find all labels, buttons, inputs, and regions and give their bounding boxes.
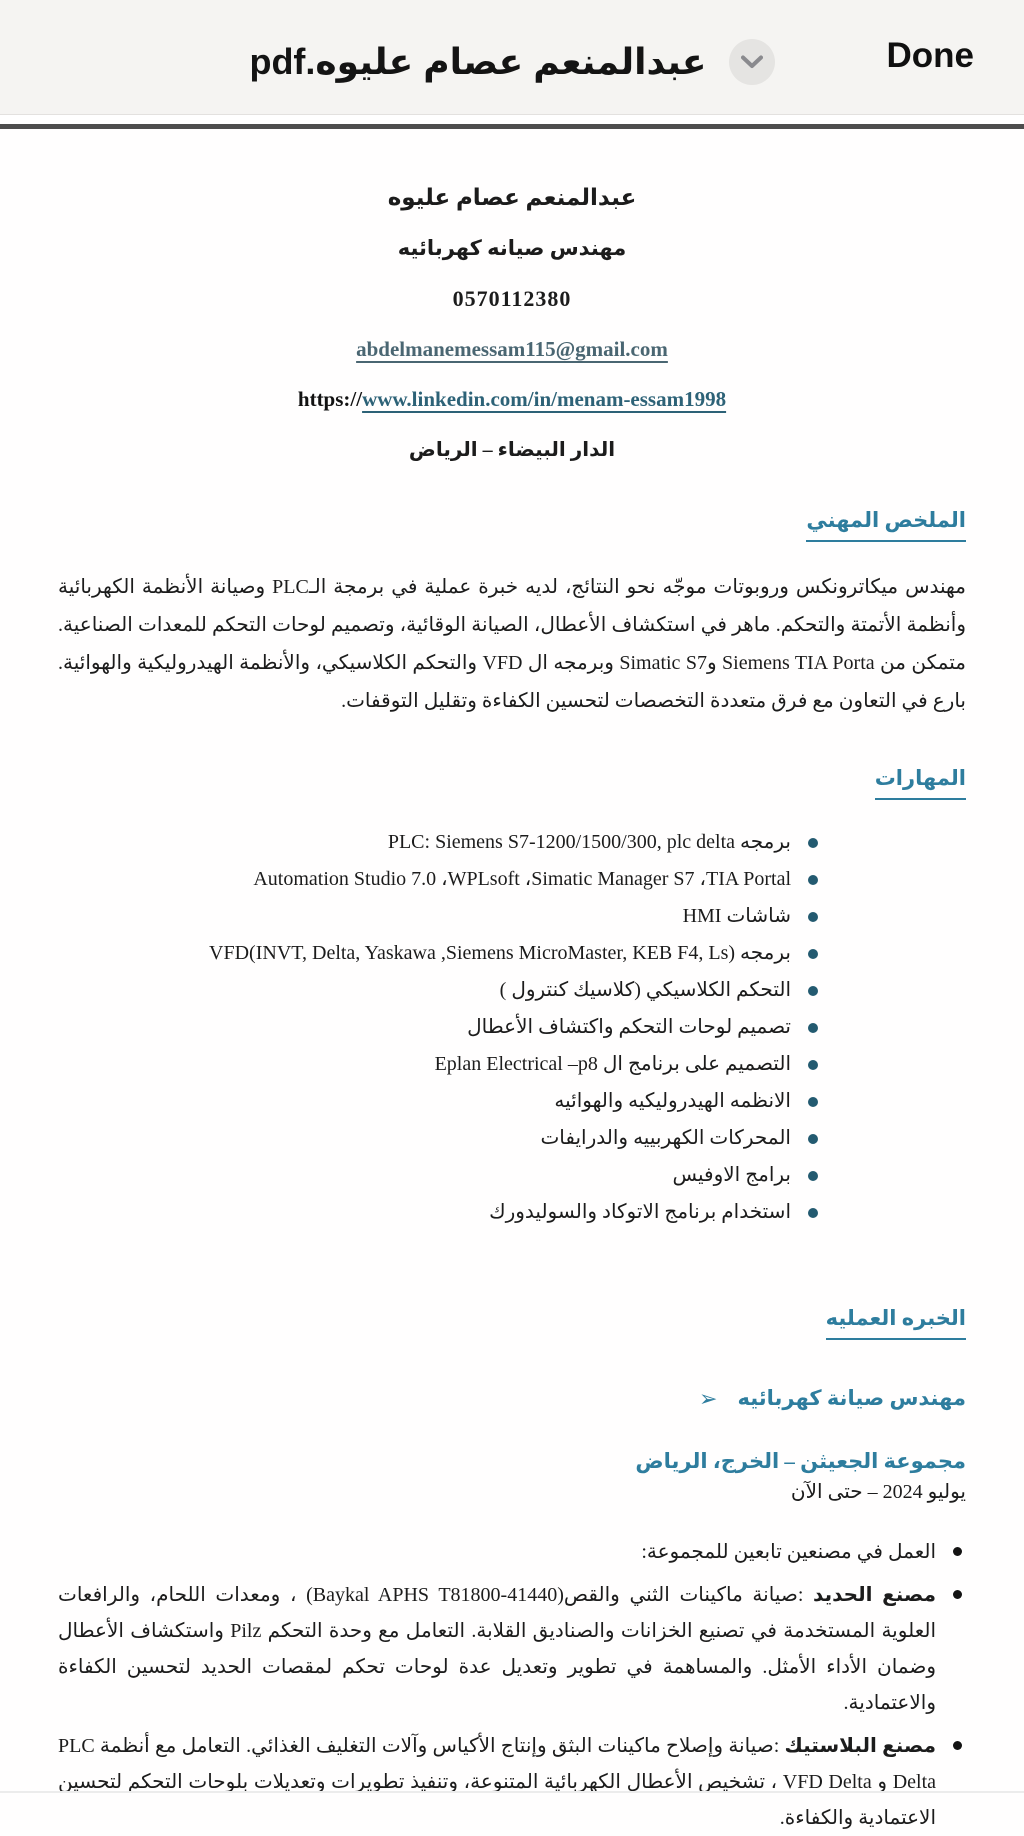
text-run: استخدام برنامج الاتوكاد والسوليدورك: [489, 1201, 791, 1223]
text-run: Simatic S7: [619, 652, 707, 674]
text-run: PLC Delta: [58, 1735, 936, 1793]
email-line: [58, 337, 966, 362]
text-run: مهندس ميكاترونكس وروبوتات موجّه نحو النتائج، لديه خبرة عملية في برمجة الـ: [309, 576, 966, 598]
text-run: :صيانة ماكينات الثني والقص: [564, 1584, 813, 1606]
linkedin-line: [58, 387, 966, 412]
experience-bullet: [58, 1534, 966, 1570]
text-run: ، ومعدات اللحام، والرافعات العلوية المستخدمة في تصنيع الخزانات والصناديق القلابة. التعامل مع وحدة التحكم: [58, 1584, 936, 1642]
title-options-button[interactable]: [729, 39, 775, 85]
resume-location: الدار البيضاء – الرياض: [58, 437, 966, 462]
text-run: Automation Studio 7.0 ،WPLsoft ،Simatic Manager S7 ،TIA Portal: [253, 868, 791, 890]
text-run: وبرمجه ال: [522, 652, 619, 674]
summary-paragraph: [58, 568, 966, 720]
text-run: شاشات: [721, 905, 791, 927]
section-heading-skills: [58, 766, 966, 800]
experience-bullet: [58, 1728, 966, 1836]
text-run: HMI: [683, 905, 722, 927]
skill-item: [58, 1015, 818, 1039]
text-run: والتحكم الكلاسيكي، والأنظمة الهيدروليكية والهوائية. بارع في التعاون مع فرق متعددة التخصصات لتحسين الكفاءة وتقليل التوقفات.: [58, 652, 966, 712]
text-run: (Baykal APHS T81800-41440): [306, 1584, 564, 1606]
text-run: ، تشخيص الأعطال الكهربائية المتنوعة، وتنفيذ تطويرات وتعديلات بلوحات التحكم لتحسين الاعتمادية والكفاءة.: [58, 1771, 936, 1829]
text-run: PLC: Siemens S7-1200/1500/300, plc delta: [388, 831, 735, 853]
section-heading-skills-text: المهارات: [875, 766, 966, 800]
resume-header: [58, 185, 966, 462]
email-link[interactable]: abdelmanemessam115@gmail.com: [356, 337, 668, 361]
document-page: [0, 129, 1024, 1836]
section-heading-experience-text: الخبره العمليه: [826, 1306, 966, 1340]
text-run: برامج الاوفيس: [673, 1164, 792, 1186]
skill-item: [58, 941, 818, 965]
text-run: Siemens TIA Porta: [722, 652, 875, 674]
text-run: تصميم لوحات التحكم واكتشاف الأعطال: [467, 1016, 791, 1038]
text-run: الانظمه الهيدروليكيه والهوائيه: [554, 1090, 791, 1112]
skill-item: [58, 1052, 818, 1076]
linkedin-link[interactable]: www.linkedin.com/in/menam-essam1998: [362, 387, 726, 411]
experience-bullet: [58, 1577, 966, 1721]
text-run: وصيانة الأنظمة الكهربائية وأنظمة الأتمتة والتحكم. ماهر في استكشاف الأعطال، الصيانة الوقائية، وتصميم لوحات التحكم للمعدات الصناعية. متمكن من: [58, 576, 966, 674]
section-heading-summary-text: الملخص المهني: [806, 508, 966, 542]
titlebar: [0, 0, 1024, 115]
experience-role-line: [58, 1386, 966, 1411]
skill-item: [58, 1163, 818, 1187]
text-run: و: [707, 652, 722, 674]
resume-job-title: مهندس صيانه كهربائيه: [58, 236, 966, 261]
section-heading-experience: [58, 1306, 966, 1340]
titlebar-center: [249, 39, 774, 85]
text-run: التحكم الكلاسيكي (كلاسيك كنترول ): [500, 979, 791, 1001]
text-run: :صيانة وإصلاح ماكينات البثق وإنتاج الأكياس وآلات التغليف الغذائي. التعامل مع أنظمة: [95, 1735, 785, 1757]
resume-name: عبدالمنعم عصام عليوه: [58, 185, 966, 211]
resume-phone: 0570112380: [58, 286, 966, 312]
skill-item: [58, 904, 818, 928]
section-heading-summary: [58, 508, 966, 542]
text-run: VFD(INVT, Delta, Yaskawa ,Siemens MicroMaster, KEB F4, Ls): [209, 942, 735, 964]
linkedin-prefix: https://: [298, 387, 362, 411]
experience-role-title: مهندس صيانة كهربائيه: [737, 1386, 966, 1411]
text-run: واستكشاف الأعطال وضمان الأداء الأمثل. والمساهمة في تطوير وتعديل عدة لوحات تحكم لمقصات الحديد لتحسين الكفاءة والاعتمادية.: [58, 1620, 936, 1714]
text-run: العمل في مصنعين تابعين للمجموعة:: [641, 1541, 936, 1563]
text-run: التصميم على برنامج ال: [598, 1053, 791, 1075]
experience-period: يوليو 2024 – حتى الآن: [58, 1479, 966, 1504]
chevron-down-icon: [741, 55, 763, 69]
text-run: المحركات الكهربييه والدرايفات: [540, 1127, 791, 1149]
text-run: برمجه: [735, 831, 791, 853]
skills-list: [58, 830, 818, 1224]
skill-item: [58, 867, 818, 891]
page-top-separator: [0, 115, 1024, 129]
text-run: مصنع البلاستيك: [785, 1735, 937, 1757]
text-run: PLC: [272, 576, 309, 598]
text-run: Eplan Electrical –p8: [435, 1053, 598, 1075]
skill-item: [58, 1200, 818, 1224]
text-run: مصنع الحديد: [813, 1584, 936, 1606]
skill-item: [58, 1126, 818, 1150]
text-run: و: [872, 1771, 893, 1793]
skill-item: [58, 978, 818, 1002]
text-run: VFD: [482, 652, 522, 674]
text-run: Pilz: [230, 1620, 261, 1642]
experience-company: مجموعة الجعيثن – الخرج، الرياض: [58, 1449, 966, 1474]
text-run: VFD Delta: [783, 1771, 872, 1793]
document-title: عبدالمنعم عصام عليوه.pdf: [249, 41, 706, 83]
skill-item: [58, 830, 818, 854]
done-button[interactable]: Done: [887, 36, 975, 76]
skill-item: [58, 1089, 818, 1113]
arrow-bullet-icon: ➢: [699, 1388, 717, 1410]
text-run: برمجه: [735, 942, 791, 964]
